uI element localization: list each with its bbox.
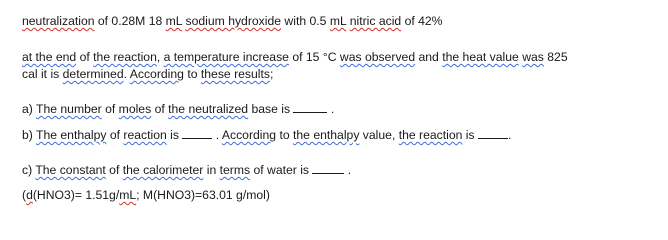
text-span: these results — [200, 67, 270, 81]
problem-line-1 — [22, 14, 443, 29]
text-span: to — [276, 128, 293, 142]
text-span: . — [347, 163, 352, 177]
text-span: the reaction — [93, 50, 157, 64]
text-span: sodium hydroxide — [185, 14, 282, 28]
text-span: the reaction — [398, 128, 463, 142]
text-span: of 42% — [401, 14, 443, 28]
text-span: of 0.28M 18 — [94, 14, 166, 28]
text-span: cal it is — [22, 67, 63, 81]
text-span: . — [123, 67, 130, 81]
text-span: The constant — [35, 163, 106, 177]
text-span: to — [183, 67, 201, 81]
text-span: value, — [359, 128, 399, 142]
text-span: 825 — [543, 50, 568, 64]
text-span: of — [105, 163, 123, 177]
text-span: at the end — [22, 50, 77, 64]
question-c — [22, 162, 351, 178]
text-span: in — [203, 163, 220, 177]
text-span: . — [507, 128, 512, 142]
text-span: was — [522, 50, 544, 64]
text-span: of — [106, 128, 124, 142]
problem-line-2 — [22, 50, 568, 65]
text-span: of water is — [250, 163, 313, 177]
text-span: with 0.5 — [281, 14, 330, 28]
text-span: ; M(HNO3)=63.01 g/mol) — [136, 188, 270, 202]
text-span: and — [415, 50, 443, 64]
text-span: mL — [119, 188, 137, 202]
answer-blank-a[interactable] — [293, 101, 327, 113]
given-data-line — [22, 188, 270, 203]
text-span: of 15 °C — [288, 50, 340, 64]
text-span: The enthalpy — [36, 128, 107, 142]
text-span: of — [76, 50, 94, 64]
text-span: According — [129, 67, 184, 81]
text-span: . — [215, 128, 222, 142]
text-span: moles — [118, 102, 152, 116]
text-span: base is — [248, 102, 294, 116]
text-span: the enthalpy — [293, 128, 360, 142]
text-span: According — [221, 128, 277, 142]
text-span: b) — [22, 128, 37, 142]
text-span: The number — [36, 102, 102, 116]
text-span: , — [156, 50, 164, 64]
text-span: c) — [22, 163, 36, 177]
question-b — [22, 127, 511, 143]
text-span: a) — [22, 102, 37, 116]
text-span: neutralization — [22, 14, 95, 28]
text-span: is — [166, 128, 183, 142]
text-span: of — [101, 102, 119, 116]
text-span: mL — [165, 14, 183, 28]
text-span: the calorimeter — [122, 163, 204, 177]
text-span: ; — [269, 67, 274, 81]
text-span: determined — [62, 67, 124, 81]
text-span: terms — [219, 163, 251, 177]
text-span: a temperature increase — [163, 50, 289, 64]
answer-blank-b-2[interactable] — [478, 127, 508, 139]
text-span: the neutralized — [168, 102, 249, 116]
question-a — [22, 101, 334, 117]
text-span: was observed — [339, 50, 416, 64]
answer-blank-c[interactable] — [312, 162, 344, 174]
text-span: (HNO3)= 1.51g/ — [32, 188, 120, 202]
text-span: mL — [329, 14, 347, 28]
text-span: ( — [22, 188, 27, 202]
text-span: d — [26, 188, 33, 202]
text-span: reaction — [123, 128, 167, 142]
answer-blank-b-1[interactable] — [182, 127, 212, 139]
text-span: is — [462, 128, 478, 142]
text-span: nitric acid — [349, 14, 402, 28]
text-span: the heat value — [442, 50, 519, 64]
problem-line-3 — [22, 67, 273, 82]
text-span: of — [151, 102, 169, 116]
text-span: . — [330, 102, 335, 116]
